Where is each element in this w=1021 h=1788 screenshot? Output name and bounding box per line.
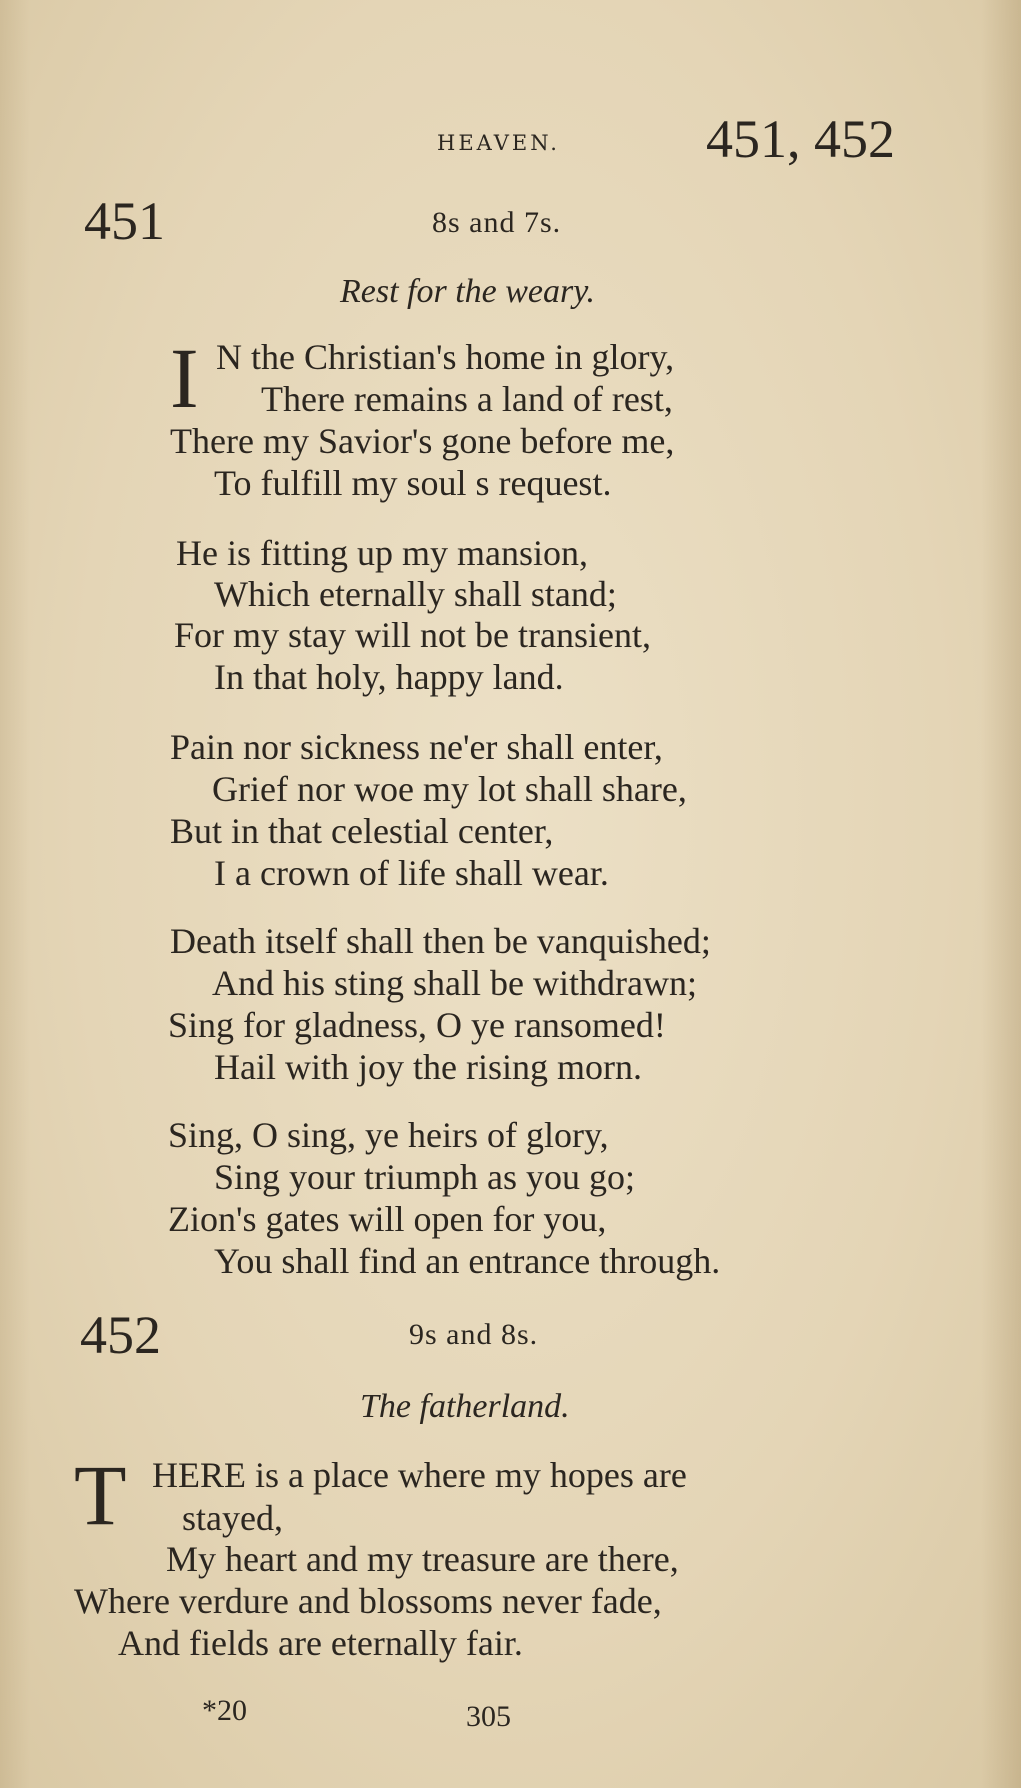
verse-line: N the Christian's home in glory,	[216, 337, 675, 377]
verse-line: And his sting shall be withdrawn;	[212, 963, 697, 1003]
verse-line: HERE is a place where my hopes are	[152, 1455, 687, 1495]
verse-line: And fields are eternally fair.	[118, 1623, 523, 1663]
header-hymn-numbers: 451, 452	[706, 109, 895, 169]
verse-line: There remains a land of rest,	[261, 379, 673, 419]
hymn-subtitle: The fatherland.	[360, 1388, 570, 1425]
verse-line: Where verdure and blossoms never fade,	[74, 1581, 662, 1621]
verse-line: Sing, O sing, ye heirs of glory,	[168, 1115, 609, 1155]
page-number: 305	[466, 1700, 511, 1733]
verse-line: Sing for gladness, O ye ransomed!	[168, 1005, 666, 1045]
verse-line: In that holy, happy land.	[214, 657, 564, 697]
hymn-meter: 8s and 7s.	[432, 206, 562, 239]
signature-mark: *20	[202, 1694, 247, 1727]
verse-line: He is fitting up my mansion,	[176, 533, 588, 573]
hymn-subtitle: Rest for the weary.	[340, 273, 595, 310]
verse-line: My heart and my treasure are there,	[166, 1539, 679, 1579]
drop-cap: I	[170, 330, 199, 426]
verse-line: For my stay will not be transient,	[174, 615, 651, 655]
verse-line: Zion's gates will open for you,	[168, 1199, 607, 1239]
verse-line: Death itself shall then be vanquished;	[170, 921, 711, 961]
verse-line: To fulfill my soul s request.	[214, 463, 612, 503]
verse-line: Hail with joy the rising morn.	[214, 1047, 642, 1087]
verse-line: I a crown of life shall wear.	[214, 853, 609, 893]
verse-line: But in that celestial center,	[170, 811, 554, 851]
page-shadow-right	[981, 0, 1021, 1788]
verse-line: You shall find an entrance through.	[214, 1241, 721, 1281]
hymn-number: 452	[80, 1305, 161, 1365]
verse-line: Sing your triumph as you go;	[214, 1157, 635, 1197]
hymn-number: 451	[84, 191, 165, 251]
verse-line: Which eternally shall stand;	[214, 574, 617, 614]
section-title: HEAVEN.	[437, 131, 560, 155]
drop-cap: T	[74, 1447, 127, 1543]
verse-line: Grief nor woe my lot shall share,	[212, 769, 687, 809]
verse-line: There my Savior's gone before me,	[170, 421, 675, 461]
verse-line: Pain nor sickness ne'er shall enter,	[170, 727, 663, 767]
verse-line: stayed,	[182, 1498, 283, 1538]
hymn-meter: 9s and 8s.	[409, 1318, 539, 1351]
page-shadow-left	[0, 0, 30, 1788]
